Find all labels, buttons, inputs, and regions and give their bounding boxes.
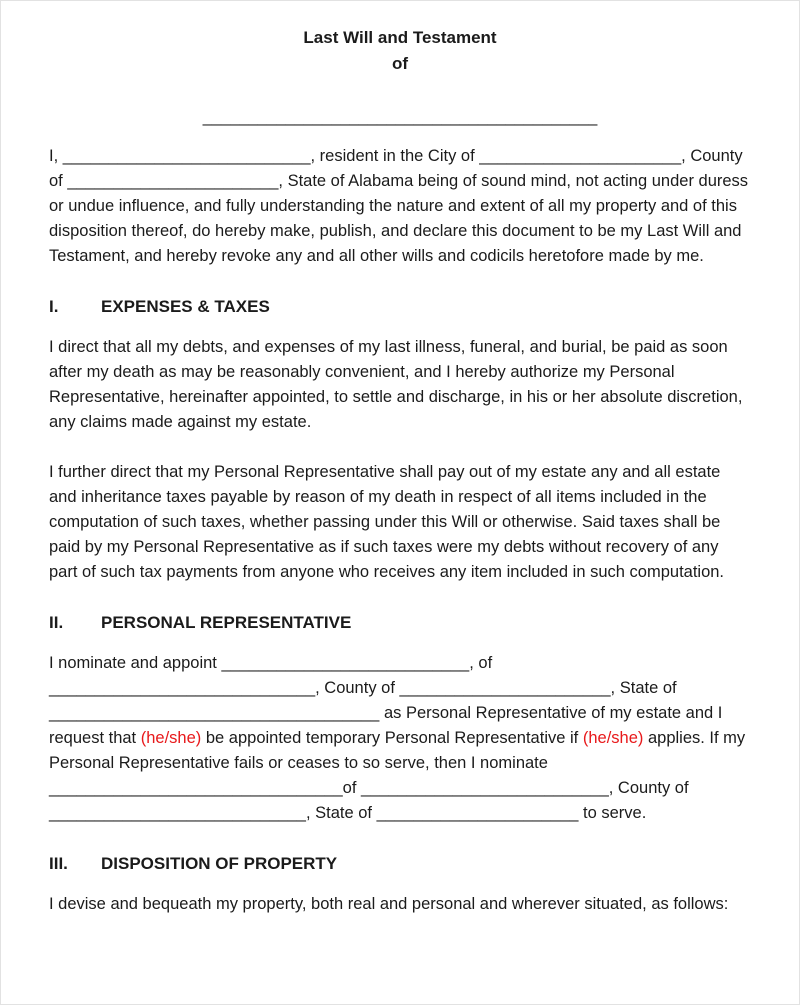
he-she-red-text-2: (he/she) <box>582 729 644 747</box>
nominate-paragraph <box>49 651 751 826</box>
nominate-text-part-2: be appointed temporary Personal Representative if <box>205 729 583 747</box>
document-title-of: of <box>391 54 409 73</box>
he-she-red-text-1: (he/she) <box>140 729 202 747</box>
section-heading-disposition-of-property <box>49 851 751 876</box>
expenses-paragraph-1: I direct that all my debts, and expenses of my last illness, funeral, and burial, be paid as soon after my death as may be reasonably convenient, and I hereby authorize my Personal Representative, hereinafter appointed, to settle and discharge, in his or her absolute discretion, any claims made against my estate. <box>49 338 743 431</box>
section-number: III. <box>49 854 68 873</box>
section-heading-personal-representative <box>49 610 751 635</box>
testator-name-blank-line: ___________________________________________ <box>202 108 598 126</box>
section-heading-expenses-taxes <box>49 294 751 319</box>
expenses-paragraph-2: I further direct that my Personal Representative shall pay out of my estate any and all estate and inheritance taxes payable by reason of my death in respect of all items included in the computation of such taxes, whether passing under this Will or otherwise. Said taxes shall be paid by my Personal Representative as if such taxes were my debts without recovery of any part of such tax payments from anyone who receives any item included in such computation. <box>49 463 725 581</box>
intro-paragraph: I, ___________________________, resident in the City of ______________________, County of _______________________, State of Alabama being of sound mind, not acting under duress or undue influence, and fully understanding the nature and extent of all my property and of this disposition thereof, do hereby make, publish, and declare this document to be my Last Will and Testament, and hereby revoke any and all other wills and codicils heretofore made by me. <box>49 147 749 265</box>
section-number: II. <box>49 613 64 632</box>
section-title: PERSONAL REPRESENTATIVE <box>101 613 352 632</box>
nominate-text-part-1: I nominate and appoint ___________________________, of _____________________________, County of _______________________, State of ____________________________________ as Personal Representative of my estate and I request that <box>49 654 723 747</box>
nominate-text-part-3: applies. If my Personal Representative fails or ceases to so serve, then I nominate ________________________________of ___________________________, County of ____________________________, State of ______________________ to serve. <box>49 729 746 822</box>
section-number: I. <box>49 297 59 316</box>
document-title: Last Will and Testament <box>303 28 497 47</box>
disposition-paragraph: I devise and bequeath my property, both real and personal and wherever situated, as follows: <box>49 895 729 913</box>
section-title: DISPOSITION OF PROPERTY <box>101 854 338 873</box>
section-title: EXPENSES & TAXES <box>101 297 270 316</box>
